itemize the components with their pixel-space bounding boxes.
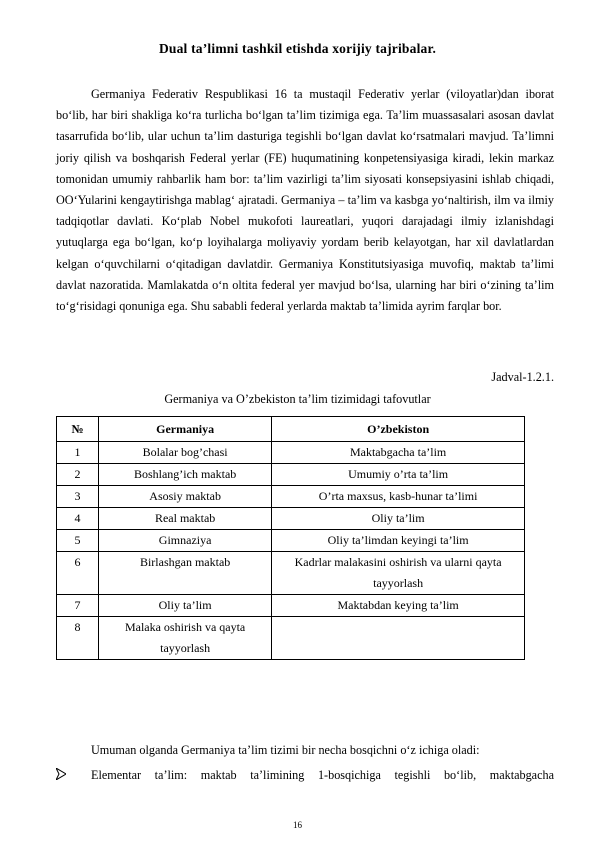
uzbekistan-cell: O’rta maxsus, kasb-hunar ta’limi bbox=[272, 486, 525, 508]
table-row bbox=[57, 530, 525, 552]
germany-cell: Real maktab bbox=[99, 508, 272, 530]
header-uzbekistan: O’zbekiston bbox=[272, 417, 525, 442]
comparison-table bbox=[56, 416, 525, 660]
table-row bbox=[57, 442, 525, 464]
germany-cell: Boshlang’ich maktab bbox=[99, 464, 272, 486]
table-row bbox=[57, 508, 525, 530]
uzbekistan-cell bbox=[272, 617, 525, 660]
uzbekistan-cell: Oliy ta’limdan keyingi ta’lim bbox=[272, 530, 525, 552]
germany-cell: Asosiy maktab bbox=[99, 486, 272, 508]
uzbekistan-cell: Oliy ta’lim bbox=[272, 508, 525, 530]
row-number: 3 bbox=[57, 486, 99, 508]
germany-cell: Malaka oshirish va qayta tayyorlash bbox=[99, 617, 272, 660]
uzbekistan-cell: Umumiy o’rta ta’lim bbox=[272, 464, 525, 486]
row-number: 2 bbox=[57, 464, 99, 486]
table-caption: Germaniya va O’zbekiston ta’lim tizimidagi tafovutlar bbox=[164, 392, 431, 406]
arrowhead-bullet-icon bbox=[56, 768, 66, 784]
after-table-text: Umuman olganda Germaniya ta’lim tizimi bir necha bosqichni o‘z ichiga oladi: bbox=[91, 743, 480, 757]
table-row bbox=[57, 617, 525, 660]
germany-cell: Bolalar bog’chasi bbox=[99, 442, 272, 464]
header-number: № bbox=[57, 417, 99, 442]
germany-cell: Gimnaziya bbox=[99, 530, 272, 552]
table-row bbox=[57, 552, 525, 595]
row-number: 5 bbox=[57, 530, 99, 552]
row-number: 1 bbox=[57, 442, 99, 464]
row-number: 7 bbox=[57, 595, 99, 617]
bullet-text: Elementar ta’lim: maktab ta’limining 1-bosqichiga tegishli bo‘lib, maktabgacha bbox=[91, 768, 554, 782]
germany-cell: Oliy ta’lim bbox=[99, 595, 272, 617]
header-germany: Germaniya bbox=[99, 417, 272, 442]
table-row bbox=[57, 486, 525, 508]
table-header-row bbox=[57, 417, 525, 442]
germany-cell: Birlashgan maktab bbox=[99, 552, 272, 595]
row-number: 6 bbox=[57, 552, 99, 595]
uzbekistan-cell: Kadrlar malakasini oshirish va ularni qayta tayyorlash bbox=[272, 552, 525, 595]
page-number: 16 bbox=[293, 820, 302, 830]
uzbekistan-cell: Maktabdan keying ta’lim bbox=[272, 595, 525, 617]
table-row bbox=[57, 595, 525, 617]
body-paragraph: Germaniya Federativ Respublikasi 16 ta mustaqil Federativ yerlar (viloyatlar)dan iborat bo‘lib, har biri shakliga ko‘ra turlicha bo‘lgan ta’lim tizimiga ega. Ta’lim muassasalari asosan davlat tasarrufida bo‘lib, ular uchun ta’lim dasturiga tegishli bo‘lgan davlat ko‘rsatmalari mavjud. Ta’limni joriy qilish va boshqarish Federal yerlar (FE) huqumatining konpetensiyasiga kiradi, lekin markaz tomonidan umumiy rahbarlik ham bor: ta’lim vazirligi ta’lim siyosati konsepsiyasini ishlab chiqadi, OO‘Yularini kengaytirishga mablag‘ ajratadi. Germaniya – ta’lim va kasbga yo‘naltirish, ilm va ilmiy tadqiqotlar davlati. Ko‘plab Nobel mukofoti laureatlari, yuqori darajadagi ilmiy izlanishdagi yutuqlarga ega bo‘lgan, ko‘p loyihalarga moliyaviy yordam berib kelayotgan, har xil davlatlardan kelgan o‘quvchilarni o‘qitadigan davlatdir. Germaniya Konstitutsiyasiga muvofiq, maktab ta’limi davlat nazoratida. Mamlakatda o‘n oltita federal yer mavjud bo‘lsa, ularning har biri o‘zining ta’lim to‘g‘risidagi qonuniga ega. Shu sababli federal yerlarda maktab ta’limida ayrim farqlar bor. bbox=[56, 87, 554, 314]
uzbekistan-cell: Maktabgacha ta’lim bbox=[272, 442, 525, 464]
table-row bbox=[57, 464, 525, 486]
table-reference: Jadval-1.2.1. bbox=[491, 370, 554, 384]
section-title: Dual ta’limni tashkil etishda xorijiy tajribalar. bbox=[158, 41, 437, 56]
row-number: 8 bbox=[57, 617, 99, 660]
row-number: 4 bbox=[57, 508, 99, 530]
